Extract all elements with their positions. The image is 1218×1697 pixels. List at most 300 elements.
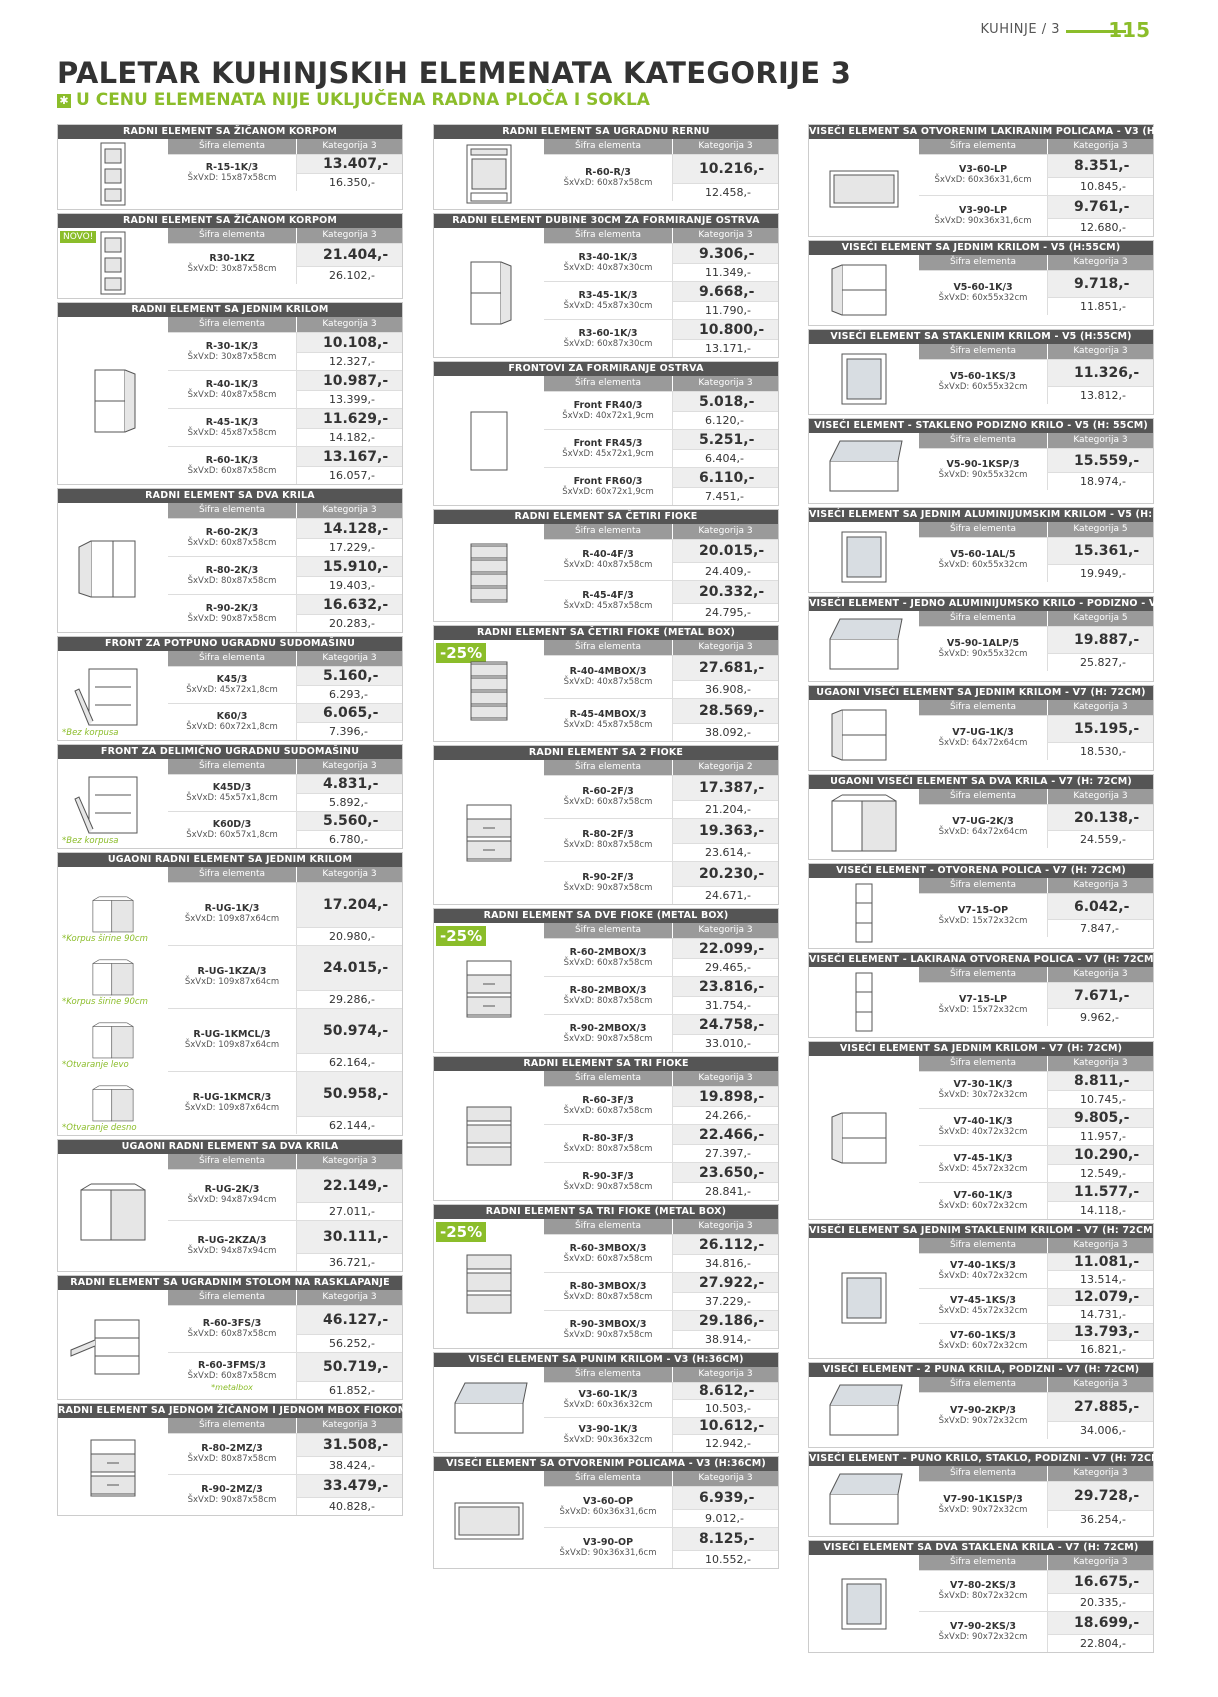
picture-note: *Bez korpusa — [62, 836, 119, 846]
product-code: R-60-1K/3 — [205, 454, 259, 466]
corner-icon — [65, 1178, 161, 1248]
price-regular: 16.350,- — [297, 173, 402, 191]
product-row — [919, 1288, 1153, 1323]
product-dimensions: ŠxVxD: 90x87x58cm — [563, 1033, 653, 1044]
header-code: Šifra elementa — [168, 651, 296, 666]
product-code-cell — [544, 1528, 673, 1568]
section-title: RADNI ELEMENT SA DVE FIOKE (METAL BOX) — [434, 909, 778, 923]
product-code-cell — [544, 581, 673, 621]
product-dimensions: ŠxVxD: 80x87x58cm — [187, 1454, 277, 1464]
product-section — [433, 625, 779, 742]
product-dimensions: ŠxVxD: 40x87x58cm — [187, 389, 277, 400]
header-code: Šifra elementa — [919, 255, 1047, 270]
table-header — [544, 139, 778, 154]
product-row — [168, 666, 402, 703]
price-cell — [673, 468, 778, 505]
product-code-cell — [168, 519, 297, 556]
product-code: R-60-2K/3 — [205, 526, 259, 538]
product-row — [168, 1474, 402, 1515]
product-code-cell — [544, 1383, 673, 1417]
price-cell — [1048, 805, 1153, 848]
price-main: 9.718,- — [1048, 271, 1153, 297]
product-section — [433, 124, 779, 210]
header-code: Šifra elementa — [544, 640, 672, 655]
header-code: Šifra elementa — [919, 1056, 1047, 1071]
price-regular: 12.327,- — [297, 352, 402, 370]
product-dimensions: ŠxVxD: 40x87x58cm — [563, 560, 653, 570]
table-header — [168, 503, 402, 518]
product-code-cell — [168, 1221, 297, 1271]
product-dimensions: ŠxVxD: 90x87x58cm — [563, 1329, 653, 1340]
product-section — [808, 774, 1154, 860]
table-header — [544, 376, 778, 391]
price-regular: 11.957,- — [1048, 1127, 1153, 1145]
product-code-cell — [168, 155, 297, 191]
section-title: VISEĆI ELEMENT - OTVORENA POLICA - V7 (H: 72CM) — [809, 864, 1153, 878]
price-regular: 33.010,- — [673, 1034, 778, 1052]
product-row — [168, 703, 402, 740]
product-row — [919, 1145, 1153, 1182]
product-row — [544, 243, 778, 281]
product-picture — [809, 1377, 919, 1447]
new-badge: NOVO! — [60, 231, 96, 243]
wall-glass-icon — [816, 344, 912, 414]
price-regular: 21.204,- — [673, 800, 778, 818]
product-row — [919, 626, 1153, 671]
product-row — [544, 154, 778, 201]
price-regular: 10.552,- — [673, 1550, 778, 1568]
price-table — [919, 878, 1153, 948]
header-category: Kategorija 3 — [1048, 967, 1153, 982]
section-title: VISEĆI ELEMENT - STAKLENO PODIZNO KRILO - V5 (H: 55CM) — [809, 419, 1153, 433]
price-cell — [673, 282, 778, 319]
section-title: FRONTOVI ZA FORMIRANJE OSTRVA — [434, 362, 778, 376]
product-dimensions: ŠxVxD: 80x87x58cm — [563, 840, 653, 850]
section-title: VISEĆI ELEMENT SA PUNIM KRILOM - V3 (H:36CM) — [434, 1353, 778, 1367]
dishwasher-icon — [65, 661, 161, 731]
section-title: VISEĆI ELEMENT SA JEDNIM KRILOM - V5 (H:55CM) — [809, 241, 1153, 255]
product-dimensions: ŠxVxD: 45x57x1,8cm — [186, 793, 278, 803]
price-main: 10.800,- — [673, 320, 778, 339]
product-dimensions: ŠxVxD: 40x72x32cm — [938, 1271, 1028, 1281]
product-code-cell — [168, 409, 297, 446]
price-regular: 27.397,- — [673, 1144, 778, 1162]
product-code-cell — [919, 538, 1048, 582]
table-header — [544, 923, 778, 938]
product-code: R-90-3MBOX/3 — [569, 1318, 647, 1330]
price-table — [168, 1154, 402, 1271]
product-picture — [58, 1154, 168, 1271]
product-section — [433, 213, 779, 358]
product-code-cell — [544, 392, 673, 429]
price-regular: 13.399,- — [297, 390, 402, 408]
header-code: Šifra elementa — [168, 1418, 296, 1433]
price-main: 50.719,- — [297, 1353, 402, 1381]
product-section — [433, 509, 779, 622]
product-code-cell — [168, 595, 297, 632]
price-main: 28.569,- — [673, 699, 778, 723]
price-regular: 13.514,- — [1048, 1270, 1153, 1288]
product-row — [168, 408, 402, 446]
product-dimensions: ŠxVxD: 60x72x32cm — [938, 1341, 1028, 1351]
price-table — [919, 1056, 1153, 1219]
product-code-cell — [168, 1434, 297, 1474]
price-main: 15.361,- — [1048, 538, 1153, 564]
product-section — [808, 124, 1194, 237]
price-regular: 23.614,- — [673, 843, 778, 861]
product-picture — [58, 503, 168, 632]
table-header — [919, 255, 1153, 270]
product-section — [808, 1362, 1154, 1448]
price-regular: 24.795,- — [673, 603, 778, 621]
header-category: Kategorija 3 — [297, 1290, 402, 1305]
table-header — [168, 1290, 402, 1305]
product-code-cell — [919, 1324, 1048, 1358]
product-code-cell — [919, 983, 1048, 1026]
product-dimensions: ŠxVxD: 40x87x58cm — [563, 677, 653, 687]
price-cell — [673, 656, 778, 698]
product-row — [544, 580, 778, 621]
price-regular: 34.816,- — [673, 1254, 778, 1272]
price-cell — [297, 1306, 402, 1352]
price-table — [919, 967, 1153, 1037]
price-cell — [1048, 1146, 1153, 1182]
wall-flap-icon — [816, 1377, 912, 1447]
product-code-cell — [168, 371, 297, 408]
price-regular: 19.949,- — [1048, 564, 1153, 582]
product-dimensions: ŠxVxD: 94x87x94cm — [187, 1195, 277, 1205]
product-row — [919, 1392, 1153, 1439]
product-code-cell — [168, 1170, 297, 1220]
price-main: 19.363,- — [673, 819, 778, 843]
product-section — [433, 908, 779, 1053]
price-regular: 6.293,- — [297, 685, 402, 703]
price-cell — [673, 540, 778, 580]
product-picture — [58, 317, 168, 484]
price-main: 27.922,- — [673, 1273, 778, 1292]
header-category: Kategorija 3 — [673, 376, 778, 391]
corner-icon — [78, 1082, 148, 1126]
section-title: RADNI ELEMENT SA ŽIČANOM KORPOM — [58, 125, 402, 139]
page-subtitle — [57, 90, 650, 110]
product-code-cell — [919, 155, 1048, 195]
table-header — [544, 760, 778, 775]
product-code: R-UG-1KMCR/3 — [192, 1092, 272, 1103]
drawers4-icon — [441, 656, 537, 726]
section-title: RADNI ELEMENT SA TRI FIOKE — [434, 1057, 778, 1071]
product-code-cell — [544, 244, 673, 281]
section-title: RADNI ELEMENT SA JEDNOM ŽIČANOM I JEDNOM MBOX FIOKOM — [58, 1405, 408, 1416]
price-cell — [1048, 271, 1153, 315]
price-main: 26.112,- — [673, 1235, 778, 1254]
price-cell — [297, 1221, 402, 1271]
product-dimensions: ŠxVxD: 109x87x64cm — [184, 914, 280, 924]
drawers2-icon — [441, 797, 537, 867]
product-dimensions: ŠxVxD: 40x72x1,9cm — [562, 410, 654, 421]
section-title: VISEĆI ELEMENT SA OTVORENIM POLICAMA - V3 (H:36CM) — [434, 1457, 778, 1471]
price-main: 10.290,- — [1048, 1146, 1153, 1164]
discount-badge: -25% — [436, 1222, 486, 1242]
price-cell — [673, 1125, 778, 1162]
price-main: 46.127,- — [297, 1306, 402, 1334]
product-dimensions: ŠxVxD: 80x87x58cm — [187, 575, 277, 586]
product-code-cell — [919, 1183, 1048, 1219]
product-section — [808, 240, 1154, 326]
price-regular: 12.549,- — [1048, 1164, 1153, 1182]
product-row — [168, 1305, 402, 1352]
section-title: VISEĆI ELEMENT SA OTVORENIM LAKIRANIM POLICAMA - V3 (H:36CM) — [809, 126, 1194, 137]
price-cell — [673, 392, 778, 429]
product-row — [919, 1611, 1153, 1652]
product-code: R3-40-1K/3 — [578, 251, 638, 263]
price-table — [919, 1555, 1153, 1652]
header-category: Kategorija 3 — [297, 139, 402, 154]
product-row — [168, 1220, 402, 1271]
product-code: R-60-2F/3 — [582, 786, 634, 797]
price-cell — [1048, 1482, 1153, 1528]
header-code: Šifra elementa — [168, 867, 296, 882]
picture-note: *Korpus širine 90cm — [62, 997, 148, 1007]
price-regular: 24.409,- — [673, 562, 778, 580]
header-code: Šifra elementa — [919, 700, 1047, 715]
price-main: 27.885,- — [1048, 1393, 1153, 1421]
price-cell — [673, 1273, 778, 1310]
product-code-cell — [168, 1475, 297, 1515]
price-cell — [1048, 1393, 1153, 1439]
product-row — [544, 938, 778, 976]
wall-door-icon — [816, 1103, 912, 1173]
product-row — [168, 332, 402, 370]
product-section — [808, 952, 1159, 1038]
product-code-cell — [168, 775, 297, 811]
price-main: 29.186,- — [673, 1311, 778, 1330]
product-code-cell — [544, 155, 673, 201]
product-code: R-40-4F/3 — [582, 549, 634, 560]
product-code: R30-1KZ — [209, 253, 255, 264]
header-code: Šifra elementa — [919, 522, 1047, 537]
product-row — [168, 1071, 402, 1134]
product-row — [544, 1162, 778, 1200]
product-picture — [809, 878, 919, 948]
price-table — [544, 1367, 778, 1452]
column-left — [57, 124, 408, 1519]
header-category: Kategorija 3 — [673, 228, 778, 243]
product-code-cell — [919, 360, 1048, 404]
section-title: RADNI ELEMENT SA UGRADNIM STOLOM NA RASKLAPANJE — [58, 1276, 402, 1290]
product-picture — [434, 923, 544, 1052]
picture-note: *Bez korpusa — [62, 728, 119, 738]
product-picture — [809, 1466, 919, 1536]
price-main: 24.015,- — [297, 946, 402, 990]
price-main: 6.110,- — [673, 468, 778, 487]
table-header — [168, 759, 402, 774]
price-main: 8.612,- — [673, 1383, 778, 1399]
table-header — [919, 1238, 1153, 1253]
wall-flap-icon — [816, 611, 912, 681]
product-dimensions: ŠxVxD: 60x87x58cm — [187, 537, 277, 548]
price-main: 30.111,- — [297, 1221, 402, 1253]
price-regular: 10.745,- — [1048, 1090, 1153, 1108]
header-category: Kategorija 3 — [673, 640, 778, 655]
price-regular: 10.503,- — [673, 1399, 778, 1417]
section-title: VISEĆI ELEMENT SA STAKLENIM KRILOM - V5 (H:55CM) — [809, 330, 1153, 344]
header-category: Kategorija 3 — [673, 1219, 778, 1234]
price-cell — [673, 939, 778, 976]
product-code-cell — [919, 1393, 1048, 1439]
price-cell — [673, 1087, 778, 1124]
price-cell — [673, 1015, 778, 1052]
picture-note: *Otvaranje desno — [62, 1123, 137, 1133]
product-code-cell — [919, 716, 1048, 760]
section-title: VISEĆI ELEMENT - JEDNO ALUMINIJUMSKO KRILO - PODIZNO - V5 (H:55CM) — [809, 598, 1218, 609]
product-code-cell — [168, 447, 297, 484]
drawers4-icon — [441, 538, 537, 608]
price-main: 11.629,- — [297, 409, 402, 428]
product-dimensions: ŠxVxD: 40x72x32cm — [938, 1127, 1028, 1137]
price-cell — [297, 333, 402, 370]
product-dimensions: ŠxVxD: 60x55x32cm — [938, 560, 1028, 570]
product-row — [168, 518, 402, 556]
product-picture — [809, 1238, 919, 1358]
product-code: R-80-3F/3 — [582, 1132, 634, 1144]
product-code: V7-80-2KS/3 — [950, 1580, 1016, 1591]
section-title: VISEĆI ELEMENT SA DVA STAKLENA KRILA - V7 (H: 72CM) — [809, 1541, 1153, 1555]
section-title: UGAONI VISEĆI ELEMENT SA JEDNIM KRILOM - V7 (H: 72CM) — [809, 686, 1153, 700]
price-cell — [673, 1528, 778, 1568]
product-code-cell — [544, 699, 673, 741]
product-code: R-60-3FS/3 — [202, 1318, 262, 1329]
price-main: 33.479,- — [297, 1475, 402, 1497]
price-cell — [673, 1235, 778, 1272]
product-code: R-60-2MBOX/3 — [569, 946, 647, 958]
drawers3-icon — [441, 1101, 537, 1171]
product-dimensions: ŠxVxD: 80x87x58cm — [563, 1291, 653, 1302]
product-dimensions: ŠxVxD: 15x72x32cm — [938, 1004, 1028, 1015]
table-header — [919, 433, 1153, 448]
product-code: R-90-2K/3 — [205, 602, 259, 614]
price-main: 11.577,- — [1048, 1183, 1153, 1201]
price-regular: 7.451,- — [673, 487, 778, 505]
price-regular: 7.396,- — [297, 722, 402, 740]
product-picture — [58, 139, 168, 209]
product-row — [919, 1323, 1153, 1358]
header-category: Kategorija 3 — [297, 228, 402, 243]
wall-flap-icon — [816, 1466, 912, 1536]
product-code: R-45-1K/3 — [205, 416, 259, 428]
product-code: V3-60-LP — [958, 164, 1008, 175]
price-regular: 9.962,- — [1048, 1008, 1153, 1026]
header-code: Šifra elementa — [544, 524, 672, 539]
product-section — [57, 213, 403, 299]
product-row — [544, 698, 778, 741]
product-section — [433, 1352, 779, 1453]
price-main: 14.128,- — [297, 519, 402, 538]
section-title: RADNI ELEMENT SA TRI FIOKE (METAL BOX) — [434, 1205, 778, 1219]
product-section — [57, 636, 403, 741]
tall-door-icon — [65, 366, 161, 436]
header-code: Šifra elementa — [919, 139, 1047, 154]
product-section — [57, 1139, 403, 1272]
product-dimensions: ŠxVxD: 90x87x58cm — [187, 1495, 277, 1505]
price-regular: 22.804,- — [1048, 1634, 1153, 1652]
product-code-cell — [919, 894, 1048, 937]
price-cell — [297, 244, 402, 284]
price-cell — [673, 1383, 778, 1417]
price-main: 10.987,- — [297, 371, 402, 390]
product-picture — [434, 139, 544, 209]
price-table — [544, 139, 778, 209]
price-main: 5.251,- — [673, 430, 778, 449]
price-table — [919, 789, 1153, 859]
product-row — [919, 359, 1153, 404]
table-header — [919, 878, 1153, 893]
category-label: KUHINJE / 3 — [980, 22, 1060, 37]
product-dimensions: ŠxVxD: 45x87x58cm — [563, 601, 653, 611]
price-regular: 5.892,- — [297, 793, 402, 811]
product-row — [168, 594, 402, 632]
discount-badge: -25% — [436, 926, 486, 946]
price-main: 10.612,- — [673, 1418, 778, 1434]
product-dimensions: ŠxVxD: 60x87x58cm — [563, 178, 653, 188]
price-cell — [1048, 1571, 1153, 1611]
price-main: 4.831,- — [297, 775, 402, 793]
product-code-cell — [168, 946, 297, 1008]
product-code: K45D/3 — [212, 782, 252, 793]
price-regular: 6.780,- — [297, 830, 402, 848]
price-cell — [673, 430, 778, 467]
product-code: V3-90-1K/3 — [578, 1424, 638, 1435]
price-regular: 62.144,- — [297, 1116, 402, 1134]
header-code: Šifra elementa — [168, 1290, 296, 1305]
product-code: R-30-1K/3 — [205, 340, 259, 352]
product-picture — [809, 522, 919, 592]
price-regular: 6.120,- — [673, 411, 778, 429]
product-code-cell — [544, 1163, 673, 1200]
drawers2-icon — [441, 953, 537, 1023]
product-row — [919, 804, 1153, 848]
page-header — [900, 20, 1200, 42]
table-header — [168, 139, 402, 154]
header-category: Kategorija 3 — [673, 923, 778, 938]
product-dimensions: ŠxVxD: 45x87x58cm — [563, 720, 653, 730]
corner-icon — [78, 1019, 148, 1063]
product-code: V7-90-1K1SP/3 — [943, 1494, 1023, 1505]
product-dimensions: ŠxVxD: 60x87x58cm — [563, 957, 653, 968]
product-code-cell — [544, 282, 673, 319]
price-cell — [1048, 1109, 1153, 1145]
header-category: Kategorija 5 — [1048, 522, 1153, 537]
product-picture — [58, 651, 168, 740]
wall-flap-icon — [441, 1375, 537, 1445]
header-category: Kategorija 3 — [1048, 1466, 1153, 1481]
price-regular: 16.821,- — [1048, 1340, 1153, 1358]
product-picture — [809, 1056, 919, 1219]
price-table — [168, 759, 402, 848]
header-code: Šifra elementa — [919, 1466, 1047, 1481]
table-header — [168, 1154, 402, 1169]
product-dimensions: ŠxVxD: 45x87x30cm — [563, 300, 653, 311]
price-main: 19.887,- — [1048, 627, 1153, 653]
wall-door-icon — [816, 255, 912, 325]
product-code: V5-60-1AL/5 — [950, 549, 1016, 560]
product-code: R-40-4MBOX/3 — [569, 666, 647, 677]
product-code: K45/3 — [216, 674, 248, 685]
price-main: 23.816,- — [673, 977, 778, 996]
product-code: R-45-4F/3 — [582, 590, 634, 601]
product-row — [919, 537, 1153, 582]
price-cell — [1048, 360, 1153, 404]
product-section — [433, 361, 779, 506]
